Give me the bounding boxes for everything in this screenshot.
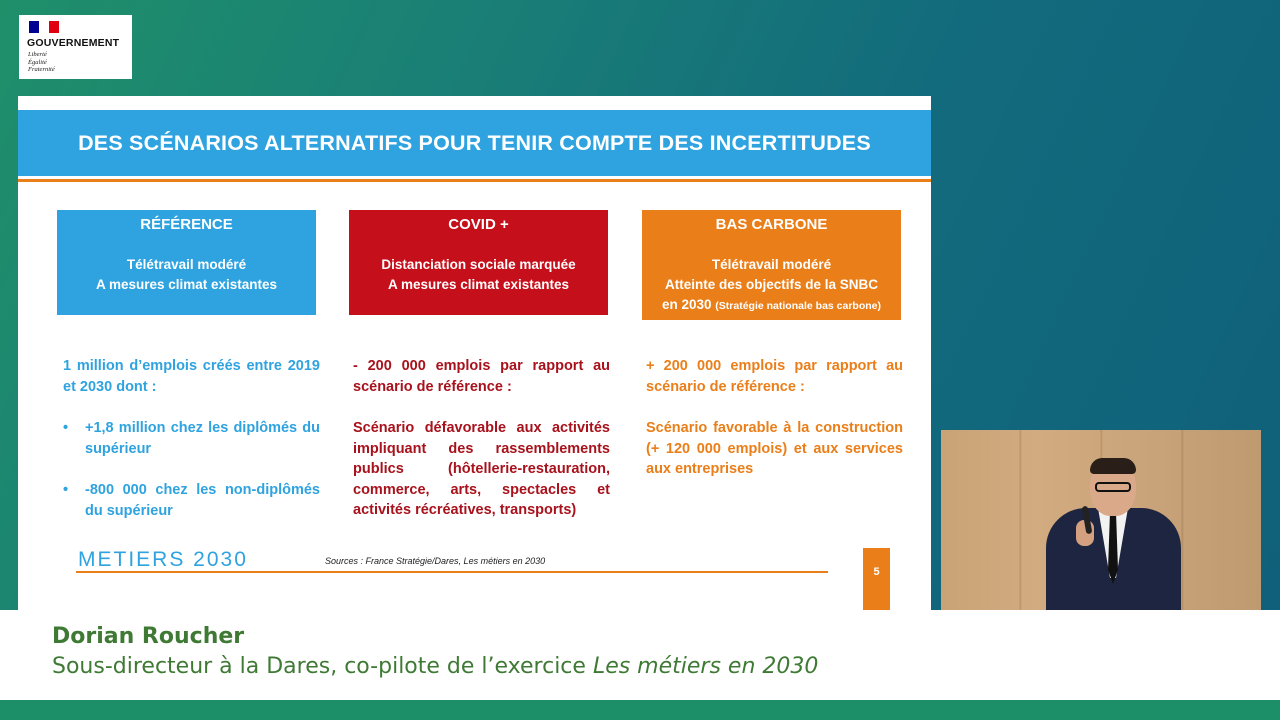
reference-description: 1 million d’emplois créés entre 2019 et 2030 dont : • +1,8 million chez les diplômés du supérieur • -800 000 chez les non-diplômés du supérieur	[63, 356, 320, 542]
title-divider	[18, 179, 931, 182]
bas-carbone-description: + 200 000 emplois par rapport au scénario de référence : Scénario favorable à la construction (+ 120 000 emplois) et aux services aux entreprises	[646, 358, 903, 477]
slide-title-bar	[18, 110, 931, 176]
sources-note: Sources : France Stratégie/Dares, Les métiers en 2030	[325, 556, 546, 566]
lower-third	[0, 610, 1280, 700]
speaker-role: Sous-directeur à la Dares, co-pilote de l’exercice Les métiers en 2030	[52, 654, 819, 679]
list-item: • -800 000 chez les non-diplômés du supérieur	[63, 480, 320, 521]
speaker-name: Dorian Roucher	[52, 624, 245, 649]
scenario-box-reference: RÉFÉRENCE Télétravail modéré A mesures climat existantes	[57, 210, 316, 315]
government-name: GOUVERNEMENT	[27, 37, 120, 49]
presentation-slide	[18, 96, 931, 610]
footer-divider	[76, 571, 828, 573]
bottom-band	[0, 700, 1280, 720]
french-flag-icon	[29, 21, 59, 33]
government-motto: Liberté Égalité Fraternité	[28, 51, 55, 73]
speaker-video	[941, 430, 1261, 610]
scenario-box-covid: COVID + Distanciation sociale marquée A mesures climat existantes	[349, 210, 608, 315]
metiers-2030-logo: METIERS 2030	[78, 548, 248, 571]
glasses-icon	[1095, 482, 1131, 492]
list-item: • +1,8 million chez les diplômés du supérieur	[63, 418, 320, 459]
government-logo	[19, 15, 132, 79]
covid-description: - 200 000 emplois par rapport au scénario de référence : Scénario défavorable aux activités impliquant des rassemblements publics (hôtellerie-restauration, commerce, arts, spectacles et activités récréatives, transports)	[353, 358, 610, 518]
scenario-box-bas-carbone: BAS CARBONE Télétravail modéré Atteinte des objectifs de la SNBC en 2030 (Stratégie nationale bas carbone)	[642, 210, 901, 320]
speaker-person	[1046, 460, 1181, 610]
slide-title: DES SCÉNARIOS ALTERNATIFS POUR TENIR COMPTE DES INCERTITUDES	[78, 130, 871, 155]
page-number: 5	[863, 548, 890, 610]
